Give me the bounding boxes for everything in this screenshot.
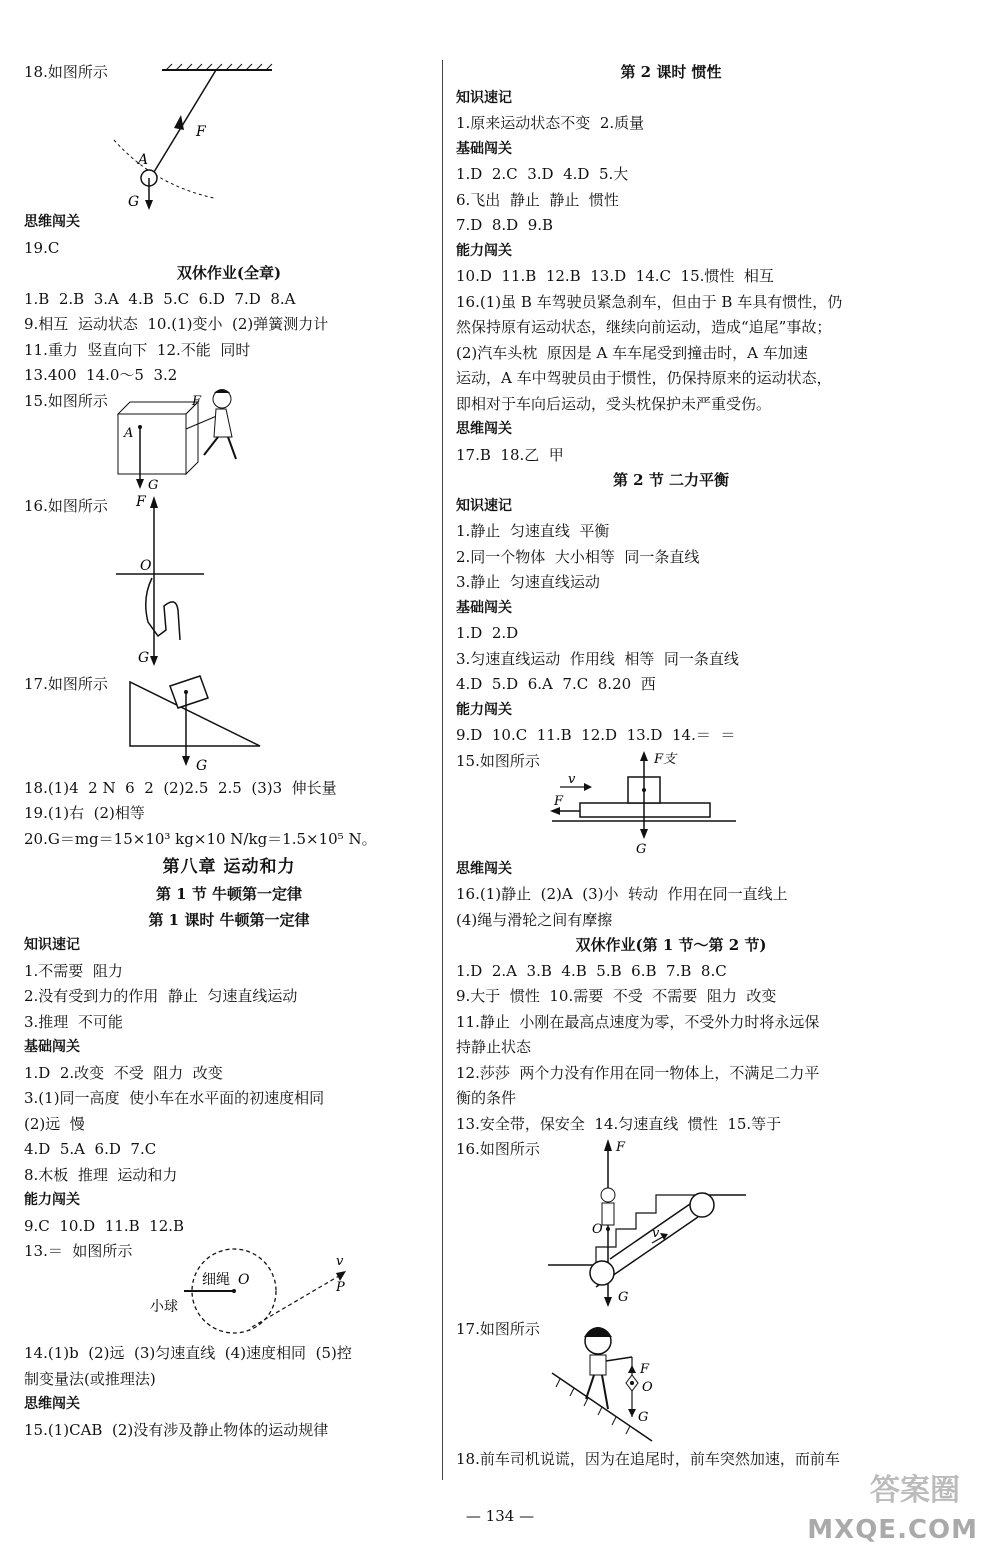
answer-line: 1.不需要 阻力	[24, 961, 123, 980]
answer-line: 2.同一个物体 大小相等 同一条直线	[456, 547, 700, 566]
section-title: 知识速记	[24, 937, 80, 953]
hanging-arm-diagram	[24, 494, 434, 672]
answer-line: 1.B 2.B 3.A 4.B 5.C 6.D 7.D 8.A	[24, 289, 296, 308]
answer-line: 13.400 14.0～5 3.2	[24, 366, 178, 384]
figure-q13	[24, 1239, 434, 1341]
figure-q18	[24, 60, 434, 210]
lesson-heading: 第 1 课时 牛顿第一定律	[148, 910, 310, 929]
answer-line: 1.静止 匀速直线 平衡	[456, 522, 610, 540]
answer-line: (4)绳与滑轮之间有摩擦	[456, 910, 613, 929]
answer-line: 17.B 18.乙 甲	[456, 445, 564, 464]
figure-q15-right	[456, 749, 886, 857]
label-F: F	[196, 124, 206, 140]
left-column	[24, 60, 434, 1443]
section-heading: 第 1 节 牛顿第一定律	[155, 885, 303, 903]
answer-line: 16.(1)虽 B 车驾驶员紧急刹车，但由于 B 车具有惯性，仍	[456, 292, 843, 311]
label-P: P	[336, 1280, 345, 1295]
label-A: A	[138, 152, 149, 168]
label-F: F	[192, 393, 202, 409]
lesson-heading: 第 2 课时 惯性	[620, 63, 722, 81]
section-title: 能力闯关	[456, 701, 512, 718]
answer-line: 1.D 2.改变 不受 阻力 改变	[24, 1063, 223, 1082]
right-column	[456, 60, 886, 1473]
label-rope: 细绳	[202, 1272, 230, 1288]
answer-line: 12.莎莎 两个力没有作用在同一物体上，不满足二力平	[456, 1063, 820, 1082]
answer-line: 衡的条件	[456, 1089, 517, 1107]
answer-line: 4.D 5.A 6.D 7.C	[24, 1140, 157, 1158]
label-A: A	[124, 425, 134, 441]
answer-line: (2)汽车头枕 原因是 A 车车尾受到撞击时，A 车加速	[456, 343, 808, 362]
section-title: 知识速记	[456, 497, 512, 514]
answer-line: 7.D 8.D 9.B	[456, 216, 554, 234]
label-O: O	[238, 1272, 250, 1288]
answer-line: 6.飞出 静止 静止 惯性	[456, 190, 619, 209]
label-G: G	[128, 194, 140, 210]
q17-label: 17.如图所示	[24, 674, 108, 693]
answer-line: 然保持原有运动状态，继续向前运动，造成“追尾”事故；	[456, 318, 832, 336]
section-title: 思维闯关	[24, 1396, 80, 1412]
section-title: 能力闯关	[456, 242, 512, 259]
label-G: G	[636, 841, 647, 857]
section-title: 基础闯关	[456, 140, 512, 157]
label-G: G	[148, 477, 159, 493]
label-F: F	[554, 793, 564, 809]
column-divider	[442, 60, 443, 1480]
label-G: G	[618, 1290, 629, 1305]
section-title: 基础闯关	[456, 599, 512, 616]
label-v: v	[568, 771, 576, 787]
answer-line: 11.重力 竖直向下 12.不能 同时	[24, 340, 251, 359]
q15r-label: 15.如图所示	[456, 751, 540, 770]
q13-label: 13.＝ 如图所示	[24, 1242, 133, 1260]
answer-line: 2.没有受到力的作用 静止 匀速直线运动	[24, 987, 298, 1005]
watermark: MXQE.COM	[807, 1515, 978, 1545]
answer-line: 1.D 2.D	[456, 624, 519, 642]
figure-q16-right	[456, 1137, 886, 1317]
section-title: 思维闯关	[456, 860, 512, 877]
weekend-title: 双休作业(全章)	[176, 264, 282, 282]
answer-line: (2)远 慢	[24, 1114, 85, 1133]
label-v: v	[336, 1254, 344, 1269]
section-title: 能力闯关	[24, 1192, 80, 1208]
answer-line: 3.匀速直线运动 作用线 相等 同一条直线	[456, 649, 739, 668]
label-F: F	[136, 493, 146, 510]
answer-line: 即相对于车向后运动，受头枕保护未严重受伤。	[456, 394, 772, 413]
answer-line: 9.大于 惯性 10.需要 不受 不需要 阻力 改变	[456, 987, 777, 1005]
section-title: 思维闯关	[456, 421, 512, 437]
label-G: G	[138, 649, 150, 666]
figure-q17-right	[456, 1317, 886, 1447]
section-title: 思维闯关	[24, 214, 80, 230]
answer-line: 16.(1)静止 (2)A (3)小 转动 作用在同一直线上	[456, 885, 788, 903]
q18-label: 18.如图所示	[24, 63, 108, 81]
answer-line: 10.D 11.B 12.B 13.D 14.C 15.惯性 相互	[456, 267, 774, 285]
label-O: O	[642, 1380, 653, 1395]
label-O: O	[140, 557, 152, 574]
answer-line: 1.原来运动状态不变 2.质量	[456, 114, 645, 132]
answer-line: 运动，A 车中驾驶员由于惯性，仍保持原来的运动状态，	[456, 369, 832, 387]
q15-label: 15.如图所示	[24, 391, 108, 410]
section-title: 知识速记	[456, 89, 512, 106]
answer-line: 9.相互 运动状态 10.(1)变小 (2)弹簧测力计	[24, 315, 329, 333]
answer-line: 19.(1)右 (2)相等	[24, 804, 145, 822]
label-Fz: F支	[654, 751, 677, 767]
section-title: 基础闯关	[24, 1039, 80, 1055]
answer-line: 19.C	[24, 238, 60, 257]
answer-line: 11.静止 小刚在最高点速度为零，不受外力时将永远保	[456, 1012, 820, 1031]
chapter-title: 第八章 运动和力	[162, 857, 296, 877]
answer-line: 3.静止 匀速直线运动	[456, 573, 600, 591]
figure-q17-left	[24, 672, 434, 776]
answer-line: 持静止状态	[456, 1038, 532, 1056]
label-G: G	[196, 757, 208, 774]
label-v: v	[652, 1226, 660, 1241]
weekend-title: 双休作业(第 1 节～第 2 节)	[575, 936, 767, 954]
answer-line: 14.(1)b (2)远 (3)匀速直线 (4)速度相同 (5)控	[24, 1344, 352, 1362]
label-F: F	[640, 1362, 650, 1377]
answer-line: 13.安全带，保安全 14.匀速直线 惯性 15.等于	[456, 1114, 782, 1133]
answer-line: 8.木板 推理 运动和力	[24, 1165, 178, 1184]
page-number: — 134 —	[465, 1507, 535, 1525]
answer-line: 15.(1)CAB (2)没有涉及静止物体的运动规律	[24, 1420, 329, 1439]
answer-line: 1.D 2.C 3.D 4.D 5.大	[456, 165, 629, 183]
figure-q16-left	[24, 494, 434, 672]
answer-line: 9.D 10.C 11.B 12.D 13.D 14.＝ ＝	[456, 726, 736, 744]
q16r-label: 16.如图所示	[456, 1140, 540, 1158]
answer-line: 制变量法(或推理法)	[24, 1369, 156, 1388]
watermark-logo: 答案圈	[870, 1473, 960, 1508]
label-F: F	[616, 1140, 626, 1155]
answer-line: 3.(1)同一高度 使小车在水平面的初速度相同	[24, 1089, 325, 1107]
figure-q15-left	[24, 389, 434, 494]
answer-line: 20.G＝mg＝15×10³ kg×10 N/kg＝1.5×10⁵ N。	[24, 829, 377, 848]
q17r-label: 17.如图所示	[456, 1320, 540, 1338]
label-G: G	[638, 1410, 649, 1425]
section-heading: 第 2 节 二力平衡	[612, 471, 730, 489]
answer-line: 9.C 10.D 11.B 12.B	[24, 1216, 185, 1235]
answer-line: 18.前车司机说谎，因为在追尾时，前车突然加速，而前车	[456, 1450, 840, 1468]
label-O: O	[592, 1222, 603, 1237]
label-ball: 小球	[150, 1299, 178, 1315]
answer-line: 4.D 5.D 6.A 7.C 8.20 西	[456, 675, 656, 693]
answer-line: 3.推理 不可能	[24, 1012, 123, 1031]
escalator-diagram	[456, 1137, 886, 1317]
answer-line: 18.(1)4 2 N 6 2 (2)2.5 2.5 (3)3 伸长量	[24, 778, 337, 797]
answer-line: 1.D 2.A 3.B 4.B 5.B 6.B 7.B 8.C	[456, 961, 727, 980]
q16-label: 16.如图所示	[24, 496, 108, 515]
